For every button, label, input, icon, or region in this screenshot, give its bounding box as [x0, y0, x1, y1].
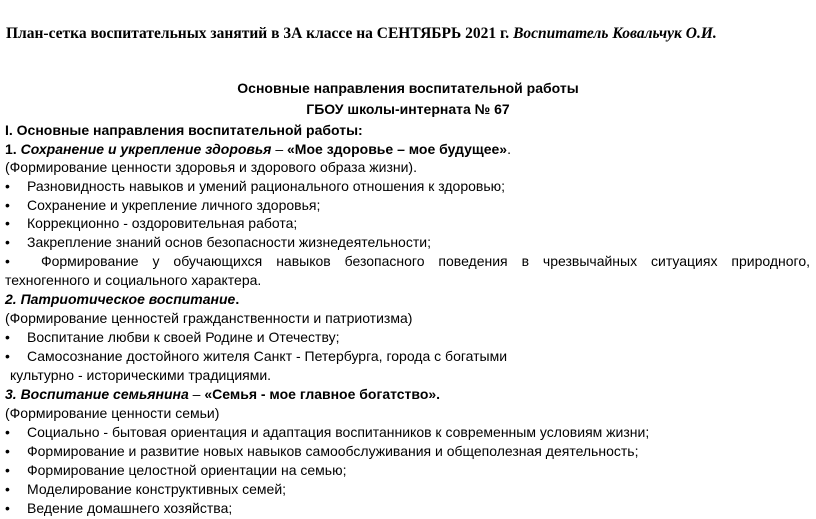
heading-line-1: Основные направления воспитательной работы: [237, 80, 579, 96]
document-header: [6, 25, 811, 43]
heading-line-2: ГБОУ школы-интерната № 67: [306, 101, 510, 117]
section-1-title: Сохранение и укрепление здоровья: [20, 141, 272, 157]
bullet-icon: •: [5, 215, 10, 231]
list-item: • Формирование у обучающихся навыков безопасного поведения в чрезвычайных ситуациях природного,: [5, 253, 811, 269]
section-1-number: 1.: [5, 141, 17, 157]
teacher-name: Воспитатель Ковальчук О.И.: [513, 25, 717, 42]
list-item: • Самосознание достойного жителя Санкт - Петербурга, города с богатыми: [5, 348, 508, 364]
section-2-heading: [5, 290, 239, 308]
list-item: • Сохранение и укрепление личного здоровья;: [5, 197, 321, 213]
list-item: • Ведение домашнего хозяйства;: [5, 500, 233, 516]
section-1-end: .: [507, 141, 511, 157]
list-item: • Коррекционно - оздоровительная работа;: [5, 215, 298, 231]
bullet-icon: •: [5, 178, 10, 194]
bullet-icon: •: [5, 462, 10, 478]
list-item-continuation: культурно - историческими традициями.: [10, 367, 272, 383]
bullet-icon: •: [5, 234, 10, 250]
bullet-icon: •: [5, 197, 10, 213]
section-1-dash: –: [271, 141, 288, 157]
section-3-dash: –: [188, 386, 205, 402]
plan-title: План-сетка воспитательных занятий в 3А классе на СЕНТЯБРЬ 2021 г.: [6, 25, 510, 42]
list-item: • Разновидность навыков и умений рационального отношения к здоровью;: [5, 178, 506, 194]
section-3-goal: (Формирование ценности семьи): [5, 405, 220, 421]
bullet-icon: •: [5, 443, 10, 459]
bullet-icon: •: [5, 348, 10, 364]
bullet-icon: •: [5, 424, 10, 440]
section-3-title: 3. Воспитание семьянина: [5, 386, 189, 402]
section-3-motto: «Семья - мое главное богатство».: [204, 386, 441, 402]
section-2-end: .: [235, 291, 240, 307]
list-item: • Социально - бытовая ориентация и адаптация воспитанников к современным условиям жизни;: [5, 424, 650, 440]
list-item: • Моделирование конструктивных семей;: [5, 481, 287, 497]
section-1-heading: [5, 140, 511, 158]
bullet-icon: •: [5, 481, 10, 497]
list-item: • Формирование и развитие новых навыков самообслуживания и общеполезная деятельность;: [5, 443, 639, 459]
section-2-goal: (Формирование ценностей гражданственности и патриотизма): [5, 310, 413, 326]
list-item: • Закрепление знаний основ безопасности жизнедеятельности;: [5, 234, 431, 250]
list-item: • Воспитание любви к своей Родине и Отечеству;: [5, 329, 340, 345]
list-item-continuation: техногенного и социального характера.: [5, 272, 262, 288]
bullet-icon: •: [5, 500, 10, 516]
list-item: • Формирование целостной ориентации на семью;: [5, 462, 347, 478]
section-title: I. Основные направления воспитательной работы:: [5, 122, 363, 138]
section-1-goal: (Формирование ценности здоровья и здорового образа жизни).: [5, 159, 417, 175]
section-2-title: 2. Патриотическое воспитание: [5, 291, 236, 307]
bullet-icon: •: [5, 253, 10, 269]
section-3-heading: [5, 385, 440, 403]
bullet-icon: •: [5, 329, 10, 345]
section-1-motto: «Мое здоровье – мое будущее»: [287, 141, 508, 157]
